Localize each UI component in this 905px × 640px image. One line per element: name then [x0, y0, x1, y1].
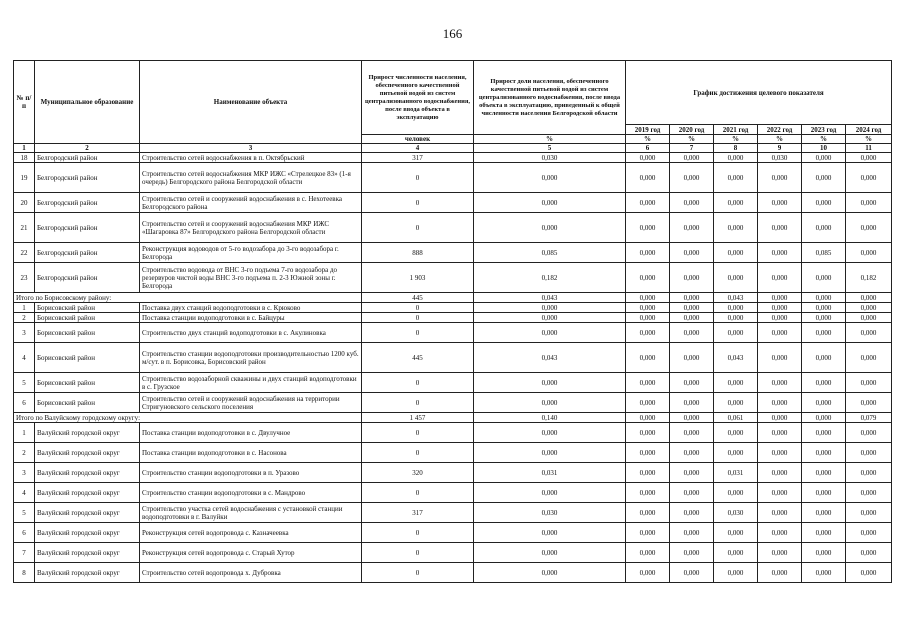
table-row — [14, 463, 892, 483]
share-cell: 0,000 — [474, 393, 626, 413]
year-value-cell: 0,000 — [802, 413, 846, 423]
header-column-numbers — [14, 144, 892, 153]
population-cell: 0 — [362, 213, 474, 243]
year-value-cell: 0,000 — [802, 423, 846, 443]
year-value-cell: 0,000 — [846, 213, 892, 243]
year-value-cell: 0,000 — [714, 563, 758, 583]
year-value-cell: 0,000 — [846, 393, 892, 413]
year-value-cell: 0,000 — [758, 393, 802, 413]
row-number: 5 — [14, 503, 35, 523]
year-value-cell: 0,000 — [758, 293, 802, 303]
municipality-cell: Белгородский район — [35, 193, 140, 213]
year-value-cell: 0,000 — [626, 163, 670, 193]
share-cell: 0,000 — [474, 523, 626, 543]
year-value-cell: 0,000 — [626, 483, 670, 503]
object-cell: Поставка станции водоподготовки в с. Двулучное — [140, 423, 362, 443]
municipality-cell: Валуйский городской округ — [35, 543, 140, 563]
year-value-cell: 0,000 — [670, 423, 714, 443]
municipality-cell: Белгородский район — [35, 263, 140, 293]
row-number: 20 — [14, 193, 35, 213]
year-value-cell: 0,000 — [846, 373, 892, 393]
table-row — [14, 503, 892, 523]
municipality-cell: Валуйский городской округ — [35, 523, 140, 543]
share-cell: 0,085 — [474, 243, 626, 263]
unit-year-percent: % — [714, 135, 758, 144]
year-value-cell: 0,000 — [670, 563, 714, 583]
population-cell: 0 — [362, 423, 474, 443]
table-row — [14, 423, 892, 443]
year-value-cell: 0,000 — [626, 563, 670, 583]
year-value-cell: 0,000 — [802, 523, 846, 543]
year-value-cell: 0,000 — [714, 153, 758, 163]
table-row — [14, 303, 892, 313]
year-value-cell: 0,000 — [670, 503, 714, 523]
year-value-cell: 0,000 — [758, 423, 802, 443]
year-value-cell: 0,000 — [846, 163, 892, 193]
year-value-cell: 0,000 — [802, 293, 846, 303]
share-cell: 0,000 — [474, 313, 626, 323]
year-value-cell: 0,000 — [758, 323, 802, 343]
population-cell: 445 — [362, 343, 474, 373]
year-value-cell: 0,000 — [670, 393, 714, 413]
population-cell: 317 — [362, 503, 474, 523]
year-value-cell: 0,000 — [846, 343, 892, 373]
row-number: 2 — [14, 443, 35, 463]
year-value-cell: 0,000 — [802, 323, 846, 343]
object-cell: Строительство станции водоподготовки в с. Мандрово — [140, 483, 362, 503]
year-value-cell: 0,000 — [758, 373, 802, 393]
year-value-cell: 0,000 — [846, 293, 892, 303]
year-value-cell: 0,000 — [626, 343, 670, 373]
year-value-cell: 0,061 — [714, 413, 758, 423]
column-number: 11 — [846, 144, 892, 153]
year-value-cell: 0,000 — [802, 373, 846, 393]
population-cell: 0 — [362, 483, 474, 503]
year-value-cell: 0,000 — [802, 213, 846, 243]
municipality-cell: Валуйский городской округ — [35, 503, 140, 523]
year-value-cell: 0,000 — [846, 153, 892, 163]
municipality-cell: Белгородский район — [35, 153, 140, 163]
unit-year-percent: % — [626, 135, 670, 144]
municipality-cell: Валуйский городской округ — [35, 563, 140, 583]
object-cell: Поставка двух станций водоподготовки в с. Крюково — [140, 303, 362, 313]
year-value-cell: 0,000 — [670, 413, 714, 423]
year-value-cell: 0,079 — [846, 413, 892, 423]
table-row — [14, 313, 892, 323]
year-value-cell: 0,000 — [758, 213, 802, 243]
total-label: Итого по Борисовскому району: — [14, 293, 362, 303]
share-cell: 0,000 — [474, 163, 626, 193]
year-value-cell: 0,000 — [714, 483, 758, 503]
year-value-cell: 0,000 — [846, 463, 892, 483]
year-value-cell: 0,000 — [846, 543, 892, 563]
year-value-cell: 0,000 — [758, 543, 802, 563]
column-number: 2 — [35, 144, 140, 153]
municipality-cell: Борисовский район — [35, 393, 140, 413]
population-cell: 0 — [362, 373, 474, 393]
total-label: Итого по Валуйскому городскому округу: — [14, 413, 362, 423]
year-value-cell: 0,000 — [714, 373, 758, 393]
year-value-cell: 0,000 — [626, 153, 670, 163]
object-cell: Строительство сетей водоснабжения МКР ИЖС «Стрелецкое 83» (1-я очередь) Белгородского района Белгородской области — [140, 163, 362, 193]
year-value-cell: 0,000 — [758, 413, 802, 423]
row-number: 6 — [14, 523, 35, 543]
population-cell: 445 — [362, 293, 474, 303]
year-value-cell: 0,000 — [714, 393, 758, 413]
year-value-cell: 0,000 — [626, 243, 670, 263]
row-number: 2 — [14, 313, 35, 323]
year-value-cell: 0,000 — [846, 523, 892, 543]
table-row — [14, 323, 892, 343]
object-cell: Строительство участка сетей водоснабжения с установкой станции водоподготовки в г. Валуйки — [140, 503, 362, 523]
year-value-cell: 0,000 — [714, 313, 758, 323]
municipality-cell: Борисовский район — [35, 313, 140, 323]
unit-people: человек — [362, 135, 474, 144]
year-value-cell: 0,000 — [670, 323, 714, 343]
population-cell: 0 — [362, 313, 474, 323]
column-number: 7 — [670, 144, 714, 153]
year-value-cell: 0,000 — [846, 443, 892, 463]
year-value-cell: 0,000 — [626, 293, 670, 303]
year-value-cell: 0,000 — [846, 503, 892, 523]
column-number: 10 — [802, 144, 846, 153]
object-cell: Строительство водовода от ВНС 3-го подъема 7-го водозабора до резервуров чистой воды ВНС 3-го подъема п. 2-3 Южной зоны г. Белгорода — [140, 263, 362, 293]
municipality-cell: Валуйский городской округ — [35, 463, 140, 483]
year-value-cell: 0,000 — [802, 153, 846, 163]
year-value-cell: 0,182 — [846, 263, 892, 293]
object-cell: Строительство сетей водоснабжения в п. Октябрьский — [140, 153, 362, 163]
year-value-cell: 0,000 — [802, 563, 846, 583]
year-value-cell: 0,000 — [802, 503, 846, 523]
object-cell: Строительство сетей и сооружений водоснабжения на территории Стригуновского сельского поселения — [140, 393, 362, 413]
unit-year-percent: % — [846, 135, 892, 144]
year-value-cell: 0,000 — [670, 443, 714, 463]
table-row — [14, 393, 892, 413]
population-cell: 0 — [362, 303, 474, 313]
year-value-cell: 0,000 — [626, 523, 670, 543]
share-cell: 0,000 — [474, 323, 626, 343]
year-value-cell: 0,000 — [714, 323, 758, 343]
header-num: № п/п — [14, 61, 35, 144]
year-value-cell: 0,000 — [626, 443, 670, 463]
row-number: 3 — [14, 323, 35, 343]
municipality-cell: Белгородский район — [35, 213, 140, 243]
population-cell: 0 — [362, 523, 474, 543]
year-value-cell: 0,000 — [626, 543, 670, 563]
header-population-growth: Прирост численности населения, обеспеченного качественной питьевой водой из систем централизованного водоснабжения, после ввода объекта в эксплуатацию — [362, 61, 474, 135]
year-value-cell: 0,000 — [758, 193, 802, 213]
year-value-cell: 0,000 — [670, 303, 714, 313]
year-value-cell: 0,000 — [758, 263, 802, 293]
year-value-cell: 0,000 — [802, 263, 846, 293]
population-cell: 0 — [362, 193, 474, 213]
year-value-cell: 0,000 — [802, 543, 846, 563]
object-cell: Поставка станции водоподготовки в с. Насонова — [140, 443, 362, 463]
year-value-cell: 0,000 — [670, 213, 714, 243]
water-supply-table — [13, 60, 892, 583]
table-row — [14, 343, 892, 373]
header-schedule: График достижения целевого показателя — [626, 61, 892, 125]
population-cell: 0 — [362, 543, 474, 563]
object-cell: Реконструкция сетей водопровода с. Старый Хутор — [140, 543, 362, 563]
year-value-cell: 0,000 — [758, 483, 802, 503]
table-row — [14, 213, 892, 243]
header-year: 2022 год — [758, 125, 802, 135]
year-value-cell: 0,000 — [758, 243, 802, 263]
unit-percent: % — [474, 135, 626, 144]
unit-year-percent: % — [670, 135, 714, 144]
year-value-cell: 0,000 — [802, 443, 846, 463]
year-value-cell: 0,000 — [714, 523, 758, 543]
year-value-cell: 0,000 — [626, 323, 670, 343]
municipality-cell: Борисовский район — [35, 303, 140, 313]
municipality-cell: Борисовский район — [35, 373, 140, 393]
row-number: 6 — [14, 393, 35, 413]
object-cell: Реконструкция водоводов от 5-го водозабора до 3-го водозабора г. Белгорода — [140, 243, 362, 263]
row-number: 18 — [14, 153, 35, 163]
year-value-cell: 0,000 — [626, 213, 670, 243]
year-value-cell: 0,000 — [670, 153, 714, 163]
year-value-cell: 0,000 — [758, 163, 802, 193]
object-cell: Строительство станции водоподготовки в п. Уразово — [140, 463, 362, 483]
year-value-cell: 0,000 — [758, 563, 802, 583]
year-value-cell: 0,000 — [714, 303, 758, 313]
share-cell: 0,000 — [474, 423, 626, 443]
total-row — [14, 293, 892, 303]
column-number: 9 — [758, 144, 802, 153]
year-value-cell: 0,000 — [758, 463, 802, 483]
year-value-cell: 0,000 — [802, 303, 846, 313]
year-value-cell: 0,000 — [758, 343, 802, 373]
municipality-cell: Валуйский городской округ — [35, 483, 140, 503]
unit-year-percent: % — [758, 135, 802, 144]
row-number: 19 — [14, 163, 35, 193]
column-number: 5 — [474, 144, 626, 153]
header-municipality: Муниципальное образование — [35, 61, 140, 144]
row-number: 3 — [14, 463, 35, 483]
year-value-cell: 0,000 — [846, 313, 892, 323]
year-value-cell: 0,000 — [626, 313, 670, 323]
column-number: 8 — [714, 144, 758, 153]
row-number: 7 — [14, 543, 35, 563]
year-value-cell: 0,000 — [714, 163, 758, 193]
year-value-cell: 0,000 — [670, 343, 714, 373]
table-row — [14, 563, 892, 583]
share-cell: 0,000 — [474, 443, 626, 463]
year-value-cell: 0,000 — [714, 423, 758, 443]
year-value-cell: 0,030 — [714, 503, 758, 523]
year-value-cell: 0,085 — [802, 243, 846, 263]
population-cell: 1 457 — [362, 413, 474, 423]
year-value-cell: 0,000 — [670, 293, 714, 303]
population-cell: 0 — [362, 323, 474, 343]
year-value-cell: 0,000 — [714, 213, 758, 243]
column-number: 6 — [626, 144, 670, 153]
year-value-cell: 0,000 — [758, 523, 802, 543]
year-value-cell: 0,000 — [846, 303, 892, 313]
table-row — [14, 373, 892, 393]
population-cell: 888 — [362, 243, 474, 263]
table-row — [14, 263, 892, 293]
year-value-cell: 0,000 — [802, 343, 846, 373]
year-value-cell: 0,000 — [670, 373, 714, 393]
share-cell: 0,000 — [474, 483, 626, 503]
year-value-cell: 0,000 — [846, 193, 892, 213]
table-row — [14, 243, 892, 263]
header-share-growth: Прирост доли населения, обеспеченного качественной питьевой водой из систем централизованного водоснабжения, после ввода объекта в эксплуатацию, приведенный к общей численности населения Белгородской области — [474, 61, 626, 135]
year-value-cell: 0,000 — [802, 193, 846, 213]
object-cell: Поставка станции водоподготовки в с. Байцуры — [140, 313, 362, 323]
year-value-cell: 0,000 — [670, 193, 714, 213]
header-year: 2021 год — [714, 125, 758, 135]
year-value-cell: 0,000 — [714, 263, 758, 293]
share-cell: 0,000 — [474, 543, 626, 563]
year-value-cell: 0,000 — [802, 483, 846, 503]
year-value-cell: 0,000 — [714, 193, 758, 213]
year-value-cell: 0,000 — [802, 313, 846, 323]
share-cell: 0,000 — [474, 213, 626, 243]
population-cell: 320 — [362, 463, 474, 483]
column-number: 3 — [140, 144, 362, 153]
population-cell: 0 — [362, 563, 474, 583]
share-cell: 0,140 — [474, 413, 626, 423]
share-cell: 0,043 — [474, 343, 626, 373]
table-row — [14, 543, 892, 563]
table-row — [14, 163, 892, 193]
year-value-cell: 0,000 — [714, 443, 758, 463]
object-cell: Строительство сетей водопровода х. Дубровка — [140, 563, 362, 583]
year-value-cell: 0,000 — [758, 443, 802, 463]
year-value-cell: 0,000 — [802, 393, 846, 413]
year-value-cell: 0,043 — [714, 343, 758, 373]
population-cell: 0 — [362, 393, 474, 413]
row-number: 4 — [14, 343, 35, 373]
year-value-cell: 0,000 — [670, 313, 714, 323]
year-value-cell: 0,000 — [626, 193, 670, 213]
year-value-cell: 0,000 — [846, 243, 892, 263]
share-cell: 0,031 — [474, 463, 626, 483]
year-value-cell: 0,000 — [846, 483, 892, 503]
column-number: 4 — [362, 144, 474, 153]
row-number: 22 — [14, 243, 35, 263]
population-cell: 0 — [362, 443, 474, 463]
row-number: 23 — [14, 263, 35, 293]
share-cell: 0,000 — [474, 303, 626, 313]
row-number: 1 — [14, 423, 35, 443]
year-value-cell: 0,000 — [846, 423, 892, 443]
year-value-cell: 0,000 — [758, 303, 802, 313]
population-cell: 1 903 — [362, 263, 474, 293]
share-cell: 0,043 — [474, 293, 626, 303]
header-year: 2023 год — [802, 125, 846, 135]
row-number: 5 — [14, 373, 35, 393]
column-number: 1 — [14, 144, 35, 153]
header-year: 2019 год — [626, 125, 670, 135]
year-value-cell: 0,000 — [670, 163, 714, 193]
year-value-cell: 0,000 — [626, 463, 670, 483]
year-value-cell: 0,000 — [626, 423, 670, 443]
year-value-cell: 0,043 — [714, 293, 758, 303]
share-cell: 0,000 — [474, 373, 626, 393]
year-value-cell: 0,000 — [626, 393, 670, 413]
year-value-cell: 0,000 — [670, 523, 714, 543]
row-number: 8 — [14, 563, 35, 583]
year-value-cell: 0,000 — [626, 503, 670, 523]
table-row — [14, 443, 892, 463]
year-value-cell: 0,000 — [626, 373, 670, 393]
municipality-cell: Белгородский район — [35, 163, 140, 193]
municipality-cell: Борисовский район — [35, 323, 140, 343]
year-value-cell: 0,031 — [714, 463, 758, 483]
year-value-cell: 0,000 — [670, 263, 714, 293]
year-value-cell: 0,000 — [670, 243, 714, 263]
year-value-cell: 0,000 — [626, 413, 670, 423]
row-number: 1 — [14, 303, 35, 313]
share-cell: 0,000 — [474, 193, 626, 213]
total-row — [14, 413, 892, 423]
year-value-cell: 0,000 — [714, 543, 758, 563]
table-body — [14, 153, 892, 583]
year-value-cell: 0,000 — [670, 483, 714, 503]
table-row — [14, 523, 892, 543]
table-header — [14, 61, 892, 153]
unit-year-percent: % — [802, 135, 846, 144]
year-value-cell: 0,000 — [758, 503, 802, 523]
municipality-cell: Белгородский район — [35, 243, 140, 263]
population-cell: 317 — [362, 153, 474, 163]
object-cell: Строительство сетей и сооружений водоснабжения МКР ИЖС «Шагаровка 87» Белгородского района Белгородской области — [140, 213, 362, 243]
year-value-cell: 0,000 — [626, 303, 670, 313]
page-number: 166 — [442, 26, 463, 41]
year-value-cell: 0,030 — [758, 153, 802, 163]
share-cell: 0,030 — [474, 153, 626, 163]
year-value-cell: 0,000 — [670, 543, 714, 563]
population-cell: 0 — [362, 163, 474, 193]
municipality-cell: Валуйский городской округ — [35, 423, 140, 443]
share-cell: 0,182 — [474, 263, 626, 293]
share-cell: 0,000 — [474, 563, 626, 583]
table-row — [14, 483, 892, 503]
municipality-cell: Валуйский городской округ — [35, 443, 140, 463]
year-value-cell: 0,000 — [626, 263, 670, 293]
object-cell: Реконструкция сетей водопровода с. Казначеевка — [140, 523, 362, 543]
year-value-cell: 0,000 — [802, 463, 846, 483]
header-year: 2024 год — [846, 125, 892, 135]
row-number: 21 — [14, 213, 35, 243]
year-value-cell: 0,000 — [802, 163, 846, 193]
municipality-cell: Борисовский район — [35, 343, 140, 373]
year-value-cell: 0,000 — [846, 563, 892, 583]
object-cell: Строительство двух станций водоподготовки в с. Акулиновка — [140, 323, 362, 343]
year-value-cell: 0,000 — [670, 463, 714, 483]
share-cell: 0,030 — [474, 503, 626, 523]
header-object: Наименование объекта — [140, 61, 362, 144]
year-value-cell: 0,000 — [758, 313, 802, 323]
object-cell: Строительство сетей и сооружений водоснабжения в с. Нехотеевка Белгородского района — [140, 193, 362, 213]
table-row — [14, 193, 892, 213]
object-cell: Строительство водозаборной скважины и двух станций водоподготовки в с. Грузское — [140, 373, 362, 393]
object-cell: Строительство станции водоподготовки производительностью 1200 куб. м/сут. в п. Борисовка, Борисовский район — [140, 343, 362, 373]
year-value-cell: 0,000 — [714, 243, 758, 263]
year-value-cell: 0,000 — [846, 323, 892, 343]
row-number: 4 — [14, 483, 35, 503]
header-year: 2020 год — [670, 125, 714, 135]
table-row — [14, 153, 892, 163]
